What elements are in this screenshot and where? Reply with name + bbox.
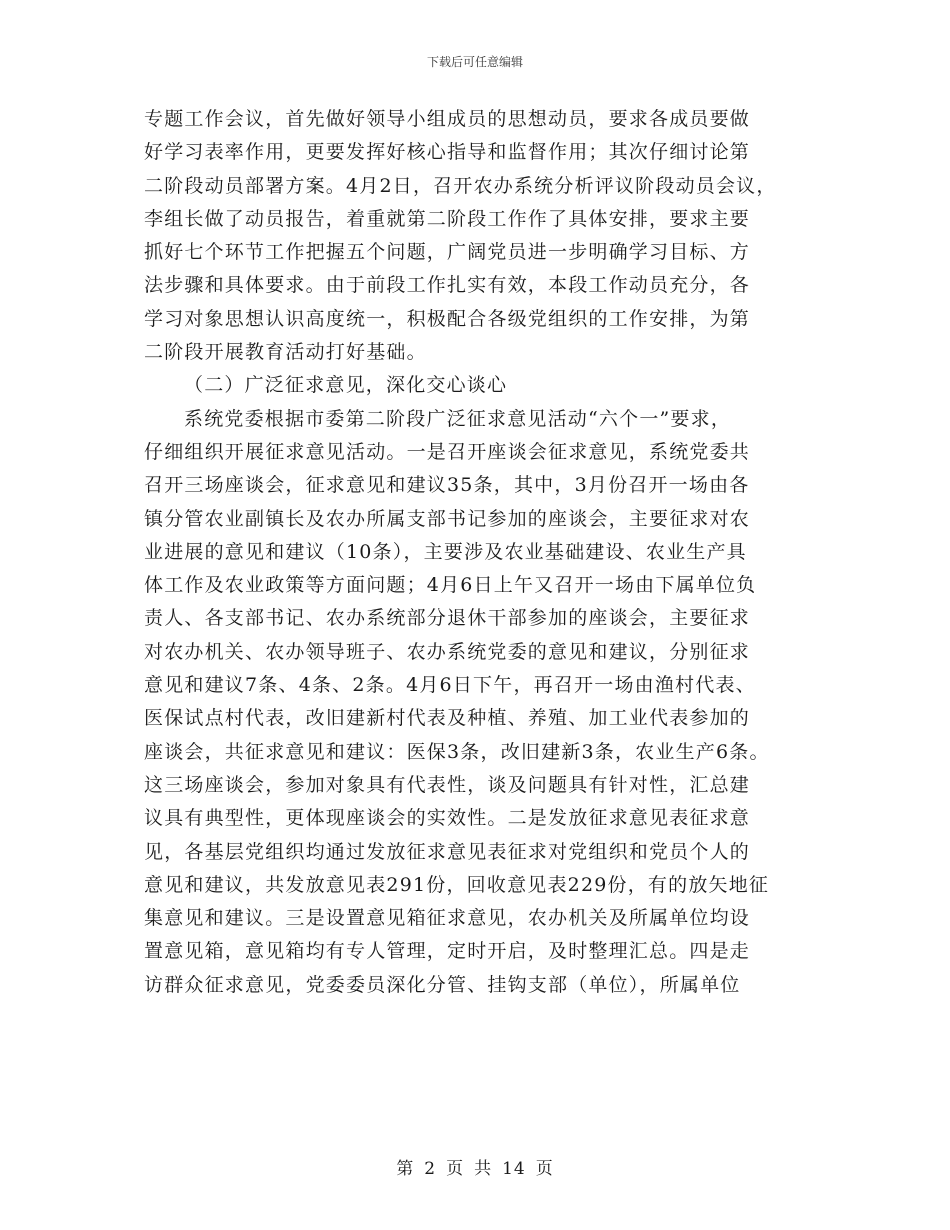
text-line: 议具有典型性，更体现座谈会的实效性。二是发放征求意见表征求意 <box>144 807 751 830</box>
footer-current-page: 2 <box>424 1159 437 1179</box>
footer-total-pages: 14 <box>502 1159 526 1179</box>
text-line: 业进展的意见和建议（10条），主要涉及农业基础建设、农业生产具 <box>144 540 747 563</box>
text-line: 学习对象思想认识高度统一，积极配合各级党组织的工作安排，为第 <box>144 307 751 330</box>
text-line: 二阶段动员部署方案。4月2日，召开农办系统分析评议阶段动员会议， <box>144 174 777 197</box>
text-line: 对农办机关、农办领导班子、农办系统党委的意见和建议，分别征求 <box>144 640 751 663</box>
text-line: 责人、各支部书记、农办系统部分退休干部参加的座谈会，主要征求 <box>144 607 751 630</box>
text-line: 意见和建议7条、4条、2条。4月6日下午，再召开一场由渔村代表、 <box>144 674 756 697</box>
paragraph-start-line: 系统党委根据市委第二阶段广泛征求意见活动“六个一”要求， <box>184 407 732 430</box>
text-line: 意见和建议，共发放意见表291份，回收意见表229份，有的放矢地征 <box>144 873 770 896</box>
body-text <box>144 103 824 1002</box>
text-line: 法步骤和具体要求。由于前段工作扎实有效，本段工作动员充分，各 <box>144 274 751 297</box>
footer-di: 第 <box>396 1159 415 1179</box>
text-line: 好学习表率作用，更要发挥好核心指导和监督作用；其次仔细讨论第 <box>144 141 751 164</box>
text-line: 置意见箱，意见箱均有专人管理，定时开启，及时整理汇总。四是走 <box>144 940 751 963</box>
page-header: 下载后可任意编辑 <box>426 55 523 69</box>
text-line: 体工作及农业政策等方面问题；4月6日上午又召开一场由下属单位负 <box>144 574 757 597</box>
section-heading: （二）广泛征求意见，深化交心谈心 <box>184 374 508 397</box>
text-line: 抓好七个环节工作把握五个问题，广阔党员进一步明确学习目标、方 <box>144 241 751 264</box>
footer-ye: 页 <box>446 1159 465 1179</box>
text-line: 二阶段开展教育活动打好基础。 <box>144 341 427 364</box>
text-line: 仔细组织开展征求意见活动。一是召开座谈会征求意见，系统党委共 <box>144 440 751 463</box>
page-footer <box>0 1154 950 1179</box>
footer-ye: 页 <box>535 1159 554 1179</box>
text-line: 座谈会，共征求意见和建议：医保3条，改旧建新3条，农业生产6条。 <box>144 740 770 763</box>
text-line: 访群众征求意见，党委委员深化分管、挂钩支部（单位），所属单位 <box>144 973 741 996</box>
text-line: 召开三场座谈会，征求意见和建议35条，其中，3月份召开一场由各 <box>144 474 750 497</box>
text-line: 李组长做了动员报告，着重就第二阶段工作作了具体安排，要求主要 <box>144 207 751 230</box>
text-line: 见，各基层党组织均通过发放征求意见表征求对党组织和党员个人的 <box>144 840 751 863</box>
text-line: 镇分管农业副镇长及农办所属支部书记参加的座谈会，主要征求对农 <box>144 507 751 530</box>
text-line: 集意见和建议。三是设置意见箱征求意见，农办机关及所属单位均设 <box>144 907 751 930</box>
text-line: 专题工作会议，首先做好领导小组成员的思想动员，要求各成员要做 <box>144 108 751 130</box>
text-line: 这三场座谈会，参加对象具有代表性，谈及问题具有针对性，汇总建 <box>144 773 751 796</box>
footer-gong: 共 <box>474 1159 493 1179</box>
text-line: 医保试点村代表，改旧建新村代表及种植、养殖、加工业代表参加的 <box>144 707 751 730</box>
